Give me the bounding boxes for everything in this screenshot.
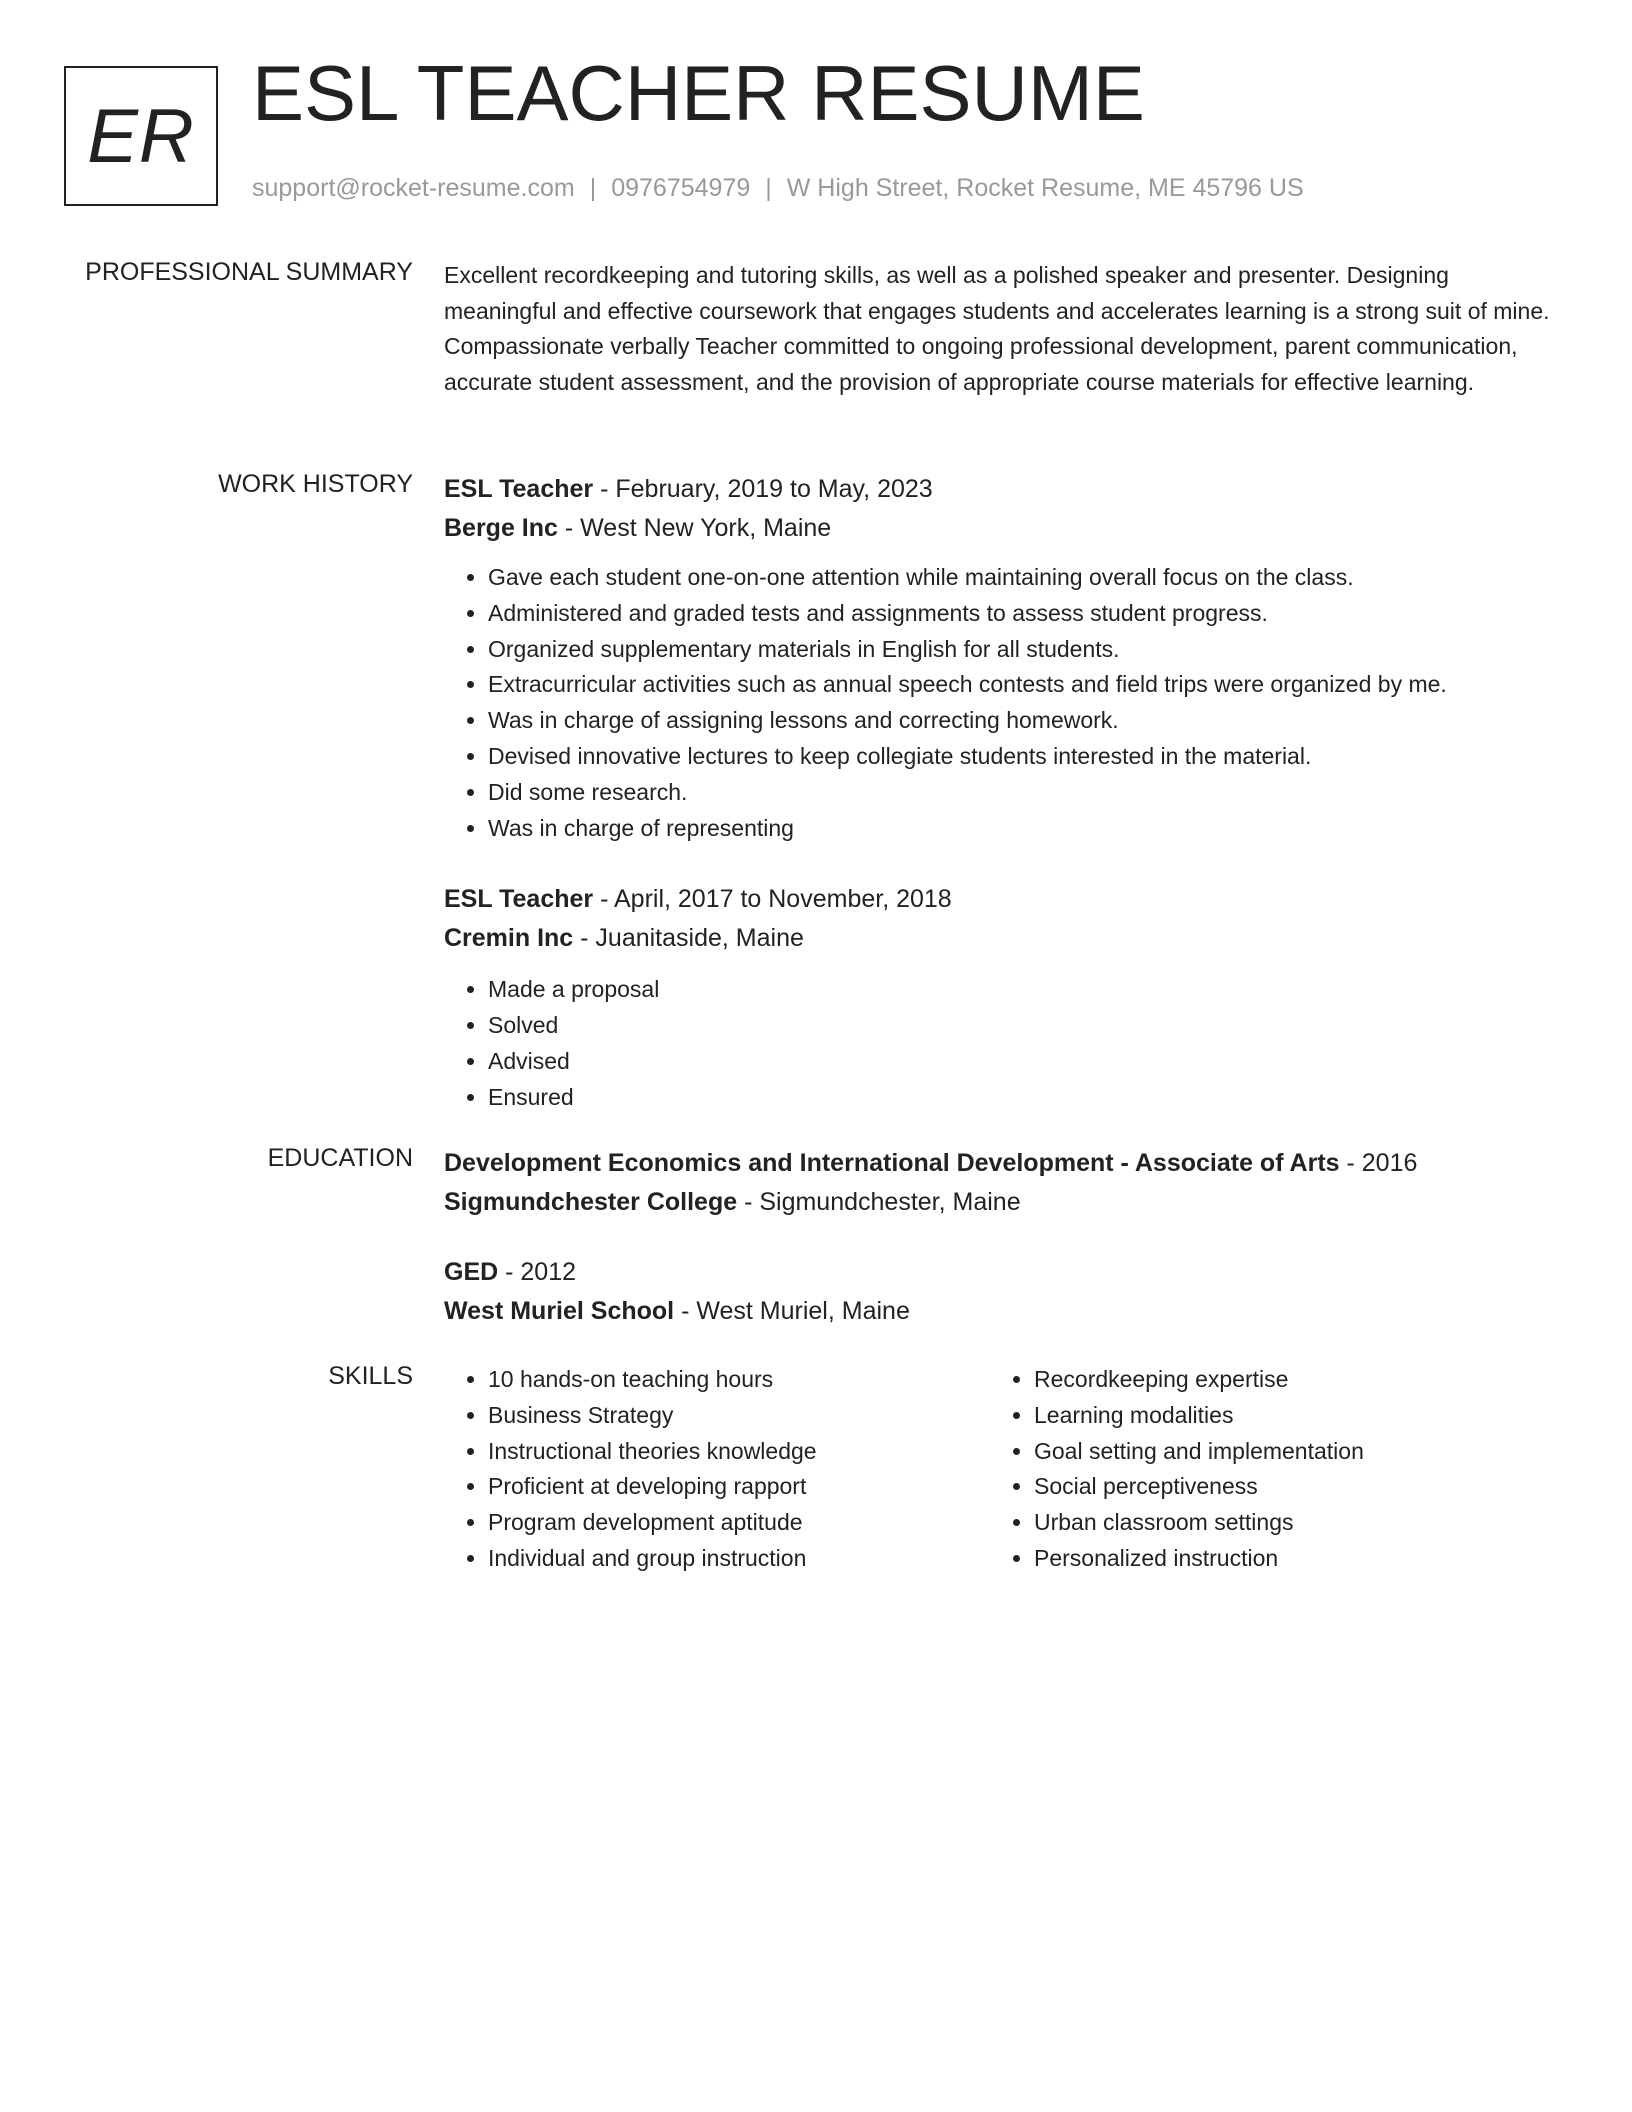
list-item: • Advised (488, 1044, 1564, 1080)
contact-separator: | (765, 174, 772, 202)
job-location: - Juanitaside, Maine (573, 924, 804, 953)
list-item: • Instructional theories knowledge (488, 1434, 990, 1470)
school: Sigmundchester College (444, 1188, 738, 1216)
list-item: • 10 hands-on teaching hours (488, 1362, 990, 1398)
work-history-label: WORK HISTORY (218, 470, 413, 498)
degree: Development Economics and International Development - Associate of Arts (444, 1149, 1340, 1177)
job-company: Cremin Inc (444, 924, 574, 953)
job-bullet-list (444, 972, 1564, 1115)
monogram-text: ER (87, 93, 195, 179)
monogram-badge (64, 66, 218, 206)
list-item: • Ensured (488, 1080, 1564, 1116)
education-label: EDUCATION (267, 1144, 413, 1172)
job-location: - West New York, Maine (557, 514, 832, 542)
job-company-line (444, 509, 1564, 548)
school-line (444, 1183, 1564, 1222)
skills-column-right (990, 1362, 1536, 1577)
job-entry (444, 470, 1564, 846)
list-item: • Learning modalities (1034, 1398, 1536, 1434)
list-item: • Goal setting and implementation (1034, 1434, 1536, 1470)
resume-title: ESL TEACHER RESUME (252, 49, 1145, 137)
skills-list (444, 1362, 990, 1577)
contact-separator: | (589, 174, 597, 202)
summary-text: Excellent recordkeeping and tutoring skills, as well as a polished speaker and presenter. Designing meaningful and effective coursework that engages students and accelerates learning is a strong suit of mine. Compassionate verbally Teacher committed to ongoing professional development, parent communication, accurate student assessment, and the provision of appropriate course materials for effective learning. (444, 262, 1550, 395)
education-entry (444, 1253, 1564, 1331)
school-line (444, 1292, 1564, 1331)
job-entry (444, 880, 1564, 1115)
contact-line (252, 174, 1304, 203)
list-item: • Business Strategy (488, 1398, 990, 1434)
skills-list (990, 1362, 1536, 1577)
list-item: • Organized supplementary materials in English for all students. (488, 632, 1564, 668)
list-item: • Social perceptiveness (1034, 1469, 1536, 1505)
list-item: • Did some research. (488, 775, 1564, 811)
job-company-line (444, 919, 1564, 958)
list-item: • Proficient at developing rapport (488, 1469, 990, 1505)
contact-address: W High Street, Rocket Resume, ME 45796 US (786, 174, 1304, 202)
list-item: • Was in charge of assigning lessons and correcting homework. (488, 703, 1564, 739)
list-item: • Extracurricular activities such as annual speech contests and field trips were organized by me. (488, 667, 1564, 703)
degree: GED (444, 1258, 499, 1286)
summary-label: PROFESSIONAL SUMMARY (85, 258, 413, 286)
job-title-line (444, 880, 1564, 919)
list-item: • Gave each student one-on-one attention while maintaining overall focus on the class. (488, 560, 1564, 596)
degree-year: - 2016 (1339, 1149, 1418, 1177)
list-item: • Recordkeeping expertise (1034, 1362, 1536, 1398)
skills-label: SKILLS (328, 1362, 413, 1390)
education-entry (444, 1144, 1564, 1222)
list-item: • Personalized instruction (1034, 1541, 1536, 1577)
skills-column-left (444, 1362, 990, 1577)
job-dates: - April, 2017 to November, 2018 (593, 885, 952, 914)
degree-line (444, 1253, 1564, 1292)
list-item: • Solved (488, 1008, 1564, 1044)
contact-email[interactable]: support@rocket-resume.com (252, 174, 575, 202)
job-company: Berge Inc (444, 514, 558, 542)
school-location: - Sigmundchester, Maine (737, 1188, 1021, 1216)
list-item: • Devised innovative lectures to keep collegiate students interested in the material. (488, 739, 1564, 775)
job-title: ESL Teacher (444, 475, 594, 503)
list-item: • Was in charge of representing (488, 811, 1564, 847)
school-location: - West Muriel, Maine (674, 1297, 910, 1325)
job-dates: - February, 2019 to May, 2023 (593, 475, 933, 503)
skills-columns (444, 1362, 1564, 1577)
list-item: • Made a proposal (488, 972, 1564, 1008)
degree-line (444, 1144, 1564, 1183)
degree-year: - 2012 (498, 1258, 577, 1286)
list-item: • Administered and graded tests and assignments to assess student progress. (488, 596, 1564, 632)
list-item: • Urban classroom settings (1034, 1505, 1536, 1541)
job-title-line (444, 470, 1564, 509)
job-title: ESL Teacher (444, 885, 594, 914)
list-item: • Program development aptitude (488, 1505, 990, 1541)
list-item: • Individual and group instruction (488, 1541, 990, 1577)
job-bullet-list (444, 560, 1564, 846)
contact-phone[interactable]: 0976754979 (611, 174, 751, 202)
school: West Muriel School (444, 1297, 675, 1325)
